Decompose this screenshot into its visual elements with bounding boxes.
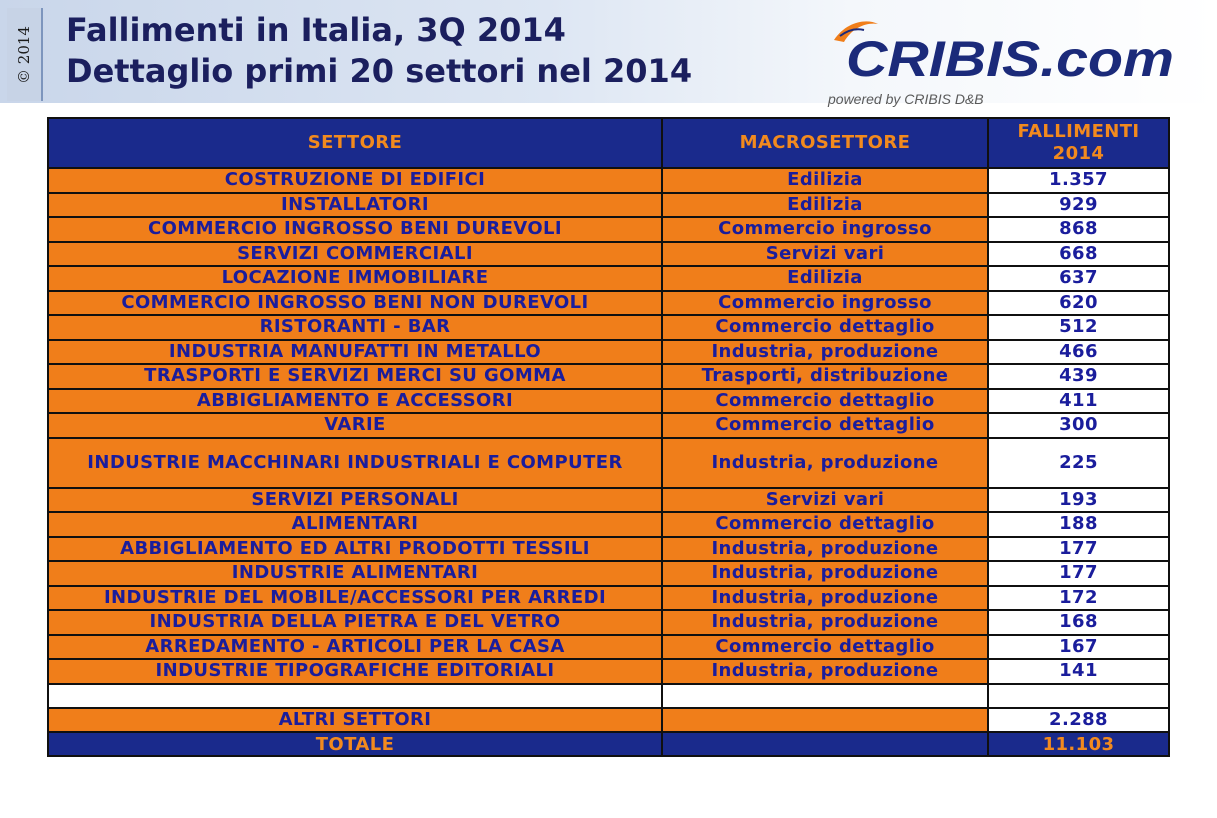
copyright-text: © 2014 <box>15 25 33 84</box>
copyright-tab <box>7 8 43 101</box>
cell-fallimenti: 620 <box>988 291 1169 316</box>
cell-fallimenti: 141 <box>988 659 1169 684</box>
logo-text: CRIBIS.com <box>846 31 1174 87</box>
cell-settore: ABBIGLIAMENTO ED ALTRI PRODOTTI TESSILI <box>48 537 662 562</box>
table-row <box>48 610 1169 635</box>
cell-macrosettore: Industria, produzione <box>662 561 988 586</box>
cell-fallimenti: 225 <box>988 438 1169 488</box>
cell-macrosettore: Industria, produzione <box>662 438 988 488</box>
cell-settore: INDUSTRIE ALIMENTARI <box>48 561 662 586</box>
cell-macrosettore: Industria, produzione <box>662 610 988 635</box>
cell-macrosettore: Commercio dettaglio <box>662 315 988 340</box>
cell-macrosettore: Industria, produzione <box>662 537 988 562</box>
cell-macrosettore: Industria, produzione <box>662 659 988 684</box>
cell-settore: ARREDAMENTO - ARTICOLI PER LA CASA <box>48 635 662 660</box>
table-body <box>48 168 1169 756</box>
cell-settore: ABBIGLIAMENTO E ACCESSORI <box>48 389 662 414</box>
cell-fallimenti: 512 <box>988 315 1169 340</box>
cell-fallimenti: 172 <box>988 586 1169 611</box>
cell-settore: INSTALLATORI <box>48 193 662 218</box>
table-row <box>48 561 1169 586</box>
cell-macrosettore <box>662 732 988 756</box>
cell-macrosettore: Servizi vari <box>662 242 988 267</box>
table-row <box>48 488 1169 513</box>
table-row <box>48 291 1169 316</box>
cell-settore: COMMERCIO INGROSSO BENI DUREVOLI <box>48 217 662 242</box>
table-row <box>48 537 1169 562</box>
cell-settore: INDUSTRIE DEL MOBILE/ACCESSORI PER ARREDI <box>48 586 662 611</box>
cell-empty <box>48 684 662 708</box>
cell-settore: TOTALE <box>48 732 662 756</box>
cell-macrosettore: Trasporti, distribuzione <box>662 364 988 389</box>
cell-macrosettore: Edilizia <box>662 193 988 218</box>
table-row <box>48 512 1169 537</box>
cell-settore: VARIE <box>48 413 662 438</box>
cell-macrosettore: Commercio dettaglio <box>662 413 988 438</box>
table-row <box>48 389 1169 414</box>
table-row <box>48 193 1169 218</box>
cell-macrosettore: Commercio ingrosso <box>662 217 988 242</box>
cell-fallimenti: 439 <box>988 364 1169 389</box>
cell-empty <box>988 684 1169 708</box>
table-row <box>48 413 1169 438</box>
cell-settore: COMMERCIO INGROSSO BENI NON DUREVOLI <box>48 291 662 316</box>
table-row <box>48 242 1169 267</box>
logo-tagline: powered by CRIBIS D&B <box>828 91 984 107</box>
cell-settore: RISTORANTI - BAR <box>48 315 662 340</box>
cell-settore: COSTRUZIONE DI EDIFICI <box>48 168 662 193</box>
table-row <box>48 635 1169 660</box>
cell-macrosettore <box>662 708 988 733</box>
cell-macrosettore: Commercio dettaglio <box>662 389 988 414</box>
fallimenti-table <box>47 117 1170 757</box>
table-row-totale <box>48 732 1169 756</box>
cell-fallimenti: 2.288 <box>988 708 1169 733</box>
table-row <box>48 364 1169 389</box>
column-header-settore: SETTORE <box>48 118 662 168</box>
cribis-logo <box>826 14 1186 110</box>
cell-settore: INDUSTRIA MANUFATTI IN METALLO <box>48 340 662 365</box>
title-line-1: Fallimenti in Italia, 3Q 2014 <box>66 11 566 49</box>
cell-fallimenti: 188 <box>988 512 1169 537</box>
cell-fallimenti: 668 <box>988 242 1169 267</box>
cell-fallimenti: 466 <box>988 340 1169 365</box>
cell-fallimenti: 193 <box>988 488 1169 513</box>
table-header-row <box>48 118 1169 168</box>
cell-fallimenti: 868 <box>988 217 1169 242</box>
cell-fallimenti: 167 <box>988 635 1169 660</box>
cell-fallimenti: 637 <box>988 266 1169 291</box>
table-row <box>48 438 1169 488</box>
cell-macrosettore: Servizi vari <box>662 488 988 513</box>
cell-fallimenti: 1.357 <box>988 168 1169 193</box>
cell-settore: ALTRI SETTORI <box>48 708 662 733</box>
table-row <box>48 266 1169 291</box>
cell-fallimenti: 177 <box>988 561 1169 586</box>
cell-settore: ALIMENTARI <box>48 512 662 537</box>
table-row <box>48 340 1169 365</box>
page-title <box>66 10 692 92</box>
cell-fallimenti: 177 <box>988 537 1169 562</box>
cell-settore: SERVIZI COMMERCIALI <box>48 242 662 267</box>
cell-settore: INDUSTRIE TIPOGRAFICHE EDITORIALI <box>48 659 662 684</box>
table-row <box>48 659 1169 684</box>
cell-settore: LOCAZIONE IMMOBILIARE <box>48 266 662 291</box>
cell-fallimenti: 411 <box>988 389 1169 414</box>
cell-macrosettore: Edilizia <box>662 168 988 193</box>
cell-settore: SERVIZI PERSONALI <box>48 488 662 513</box>
table-row <box>48 168 1169 193</box>
table-row-altri <box>48 708 1169 733</box>
table-row-blank <box>48 684 1169 708</box>
table-row <box>48 217 1169 242</box>
cell-fallimenti: 168 <box>988 610 1169 635</box>
cell-fallimenti: 11.103 <box>988 732 1169 756</box>
cell-macrosettore: Commercio dettaglio <box>662 512 988 537</box>
column-header-fallimenti: FALLIMENTI 2014 <box>988 118 1169 168</box>
cell-fallimenti: 300 <box>988 413 1169 438</box>
cell-settore: INDUSTRIE MACCHINARI INDUSTRIALI E COMPUTER <box>48 438 662 488</box>
column-header-macrosettore: MACROSETTORE <box>662 118 988 168</box>
cell-settore: TRASPORTI E SERVIZI MERCI SU GOMMA <box>48 364 662 389</box>
cell-empty <box>662 684 988 708</box>
cell-macrosettore: Commercio ingrosso <box>662 291 988 316</box>
table-row <box>48 315 1169 340</box>
cell-macrosettore: Edilizia <box>662 266 988 291</box>
cell-macrosettore: Industria, produzione <box>662 586 988 611</box>
table-row <box>48 586 1169 611</box>
cell-settore: INDUSTRIA DELLA PIETRA E DEL VETRO <box>48 610 662 635</box>
cell-fallimenti: 929 <box>988 193 1169 218</box>
cell-macrosettore: Commercio dettaglio <box>662 635 988 660</box>
title-line-2: Dettaglio primi 20 settori nel 2014 <box>66 52 693 90</box>
cell-macrosettore: Industria, produzione <box>662 340 988 365</box>
